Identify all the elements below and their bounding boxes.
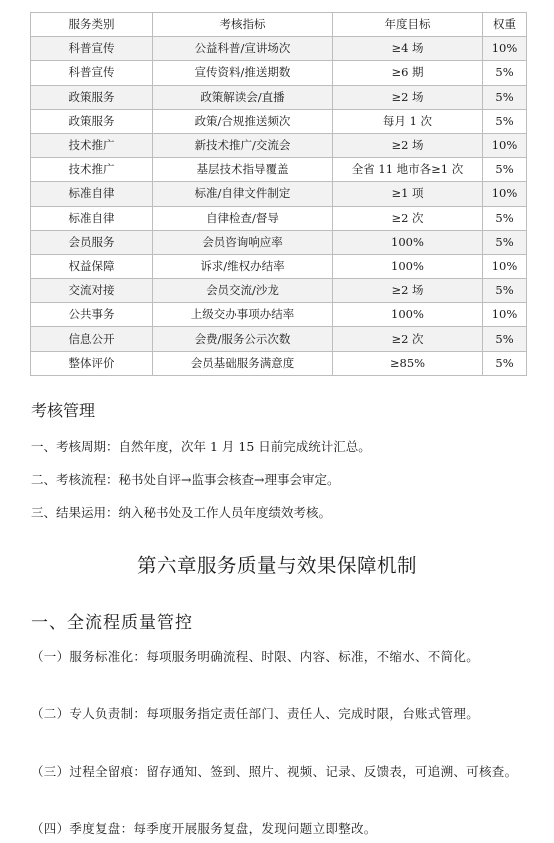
cell-category: 信息公开 [31, 327, 153, 351]
cell-category: 交流对接 [31, 279, 153, 303]
cell-weight: 5% [483, 158, 527, 182]
cell-category: 技术推广 [31, 158, 153, 182]
table-row [31, 85, 527, 109]
cell-category: 政策服务 [31, 109, 153, 133]
paragraph-responsibility: （二）专人负责制：每项服务指定责任部门、责任人、完成时限，台账式管理。 [31, 706, 480, 721]
cell-weight: 10% [483, 37, 527, 61]
header-weight: 权重 [483, 13, 527, 37]
cell-indicator: 会费/服务公示次数 [153, 327, 333, 351]
cell-target: ≥2 次 [333, 327, 483, 351]
cell-weight: 5% [483, 61, 527, 85]
cell-target: 100% [333, 230, 483, 254]
cell-weight: 10% [483, 303, 527, 327]
table-row [31, 327, 527, 351]
cell-indicator: 会员交流/沙龙 [153, 279, 333, 303]
cell-weight: 5% [483, 109, 527, 133]
cell-category: 整体评价 [31, 351, 153, 375]
cell-indicator: 政策解读会/直播 [153, 85, 333, 109]
table-row [31, 254, 527, 278]
cell-indicator: 新技术推广/交流会 [153, 133, 333, 157]
cell-target: ≥1 项 [333, 182, 483, 206]
cell-category: 公共事务 [31, 303, 153, 327]
table-row [31, 158, 527, 182]
cell-weight: 5% [483, 327, 527, 351]
cell-target: ≥2 次 [333, 206, 483, 230]
cell-indicator: 会员咨询响应率 [153, 230, 333, 254]
table-row [31, 303, 527, 327]
cell-target: ≥6 期 [333, 61, 483, 85]
cell-indicator: 会员基础服务满意度 [153, 351, 333, 375]
cell-indicator: 基层技术指导覆盖 [153, 158, 333, 182]
cell-weight: 5% [483, 206, 527, 230]
management-item-cycle: 一、考核周期：自然年度，次年 1 月 15 日前完成统计汇总。 [31, 439, 371, 454]
cell-target: ≥2 场 [333, 279, 483, 303]
management-title: 考核管理 [31, 401, 96, 420]
cell-indicator: 上级交办事项办结率 [153, 303, 333, 327]
management-item-process: 二、考核流程：秘书处自评→监事会核查→理事会审定。 [31, 472, 340, 487]
cell-target: ≥85% [333, 351, 483, 375]
table-row [31, 61, 527, 85]
table-row [31, 182, 527, 206]
cell-indicator: 标准/自律文件制定 [153, 182, 333, 206]
table-row [31, 133, 527, 157]
cell-weight: 10% [483, 254, 527, 278]
cell-weight: 5% [483, 85, 527, 109]
table-row [31, 109, 527, 133]
cell-indicator: 政策/合规推送频次 [153, 109, 333, 133]
paragraph-traceability: （三）过程全留痕：留存通知、签到、照片、视频、记录、反馈表，可追溯、可核查。 [31, 764, 518, 779]
cell-weight: 10% [483, 182, 527, 206]
cell-weight: 5% [483, 279, 527, 303]
cell-category: 科普宣传 [31, 61, 153, 85]
cell-weight: 10% [483, 133, 527, 157]
cell-target: 100% [333, 254, 483, 278]
table-header-row [31, 13, 527, 37]
cell-target: 每月 1 次 [333, 109, 483, 133]
cell-target: ≥2 场 [333, 133, 483, 157]
cell-weight: 5% [483, 351, 527, 375]
cell-target: 100% [333, 303, 483, 327]
header-indicator: 考核指标 [153, 13, 333, 37]
table-row [31, 351, 527, 375]
table-body [31, 37, 527, 376]
header-annual-target: 年度目标 [333, 13, 483, 37]
table-row [31, 279, 527, 303]
cell-target: ≥2 场 [333, 85, 483, 109]
cell-target: 全省 11 地市各≥1 次 [333, 158, 483, 182]
cell-category: 会员服务 [31, 230, 153, 254]
cell-category: 权益保障 [31, 254, 153, 278]
header-category: 服务类别 [31, 13, 153, 37]
cell-indicator: 自律检查/督导 [153, 206, 333, 230]
section-title: 一、全流程质量管控 [31, 613, 193, 633]
cell-category: 科普宣传 [31, 37, 153, 61]
chapter-title: 第六章服务质量与效果保障机制 [136, 554, 417, 577]
paragraph-quarterly-review: （四）季度复盘：每季度开展服务复盘，发现问题立即整改。 [31, 821, 377, 836]
cell-category: 政策服务 [31, 85, 153, 109]
cell-category: 技术推广 [31, 133, 153, 157]
cell-category: 标准自律 [31, 206, 153, 230]
table-row [31, 230, 527, 254]
table-row [31, 37, 527, 61]
paragraph-standardization: （一）服务标准化：每项服务明确流程、时限、内容、标准，不缩水、不简化。 [31, 649, 480, 664]
cell-category: 标准自律 [31, 182, 153, 206]
management-item-usage: 三、结果运用：纳入秘书处及工作人员年度绩效考核。 [31, 505, 332, 520]
assessment-table [30, 12, 527, 376]
cell-target: ≥4 场 [333, 37, 483, 61]
cell-indicator: 宣传资料/推送期数 [153, 61, 333, 85]
cell-indicator: 诉求/维权办结率 [153, 254, 333, 278]
table-row [31, 206, 527, 230]
cell-weight: 5% [483, 230, 527, 254]
cell-indicator: 公益科普/宣讲场次 [153, 37, 333, 61]
